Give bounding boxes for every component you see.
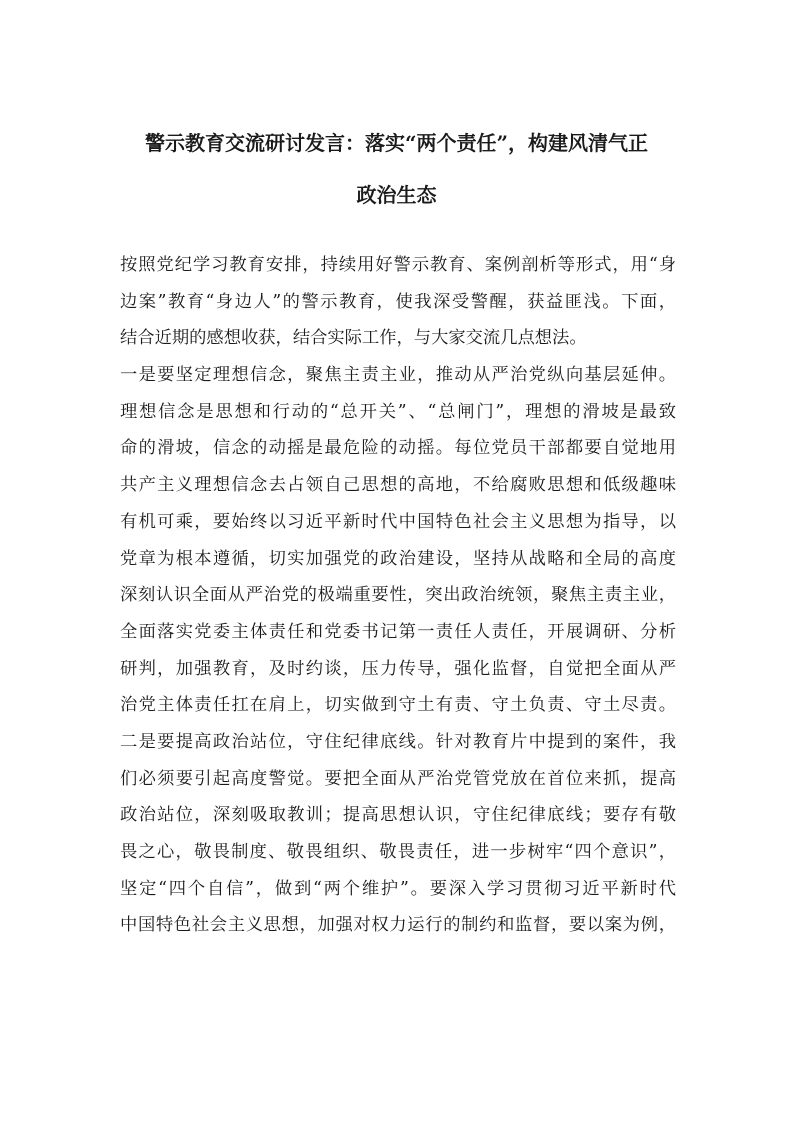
body-line: 命的滑坡，信念的动摇是最危险的动摇。每位党员干部都要自觉地用 bbox=[120, 438, 676, 459]
body-line: 中国特色社会主义思想，加强对权力运行的制约和监督，要以案为例， bbox=[120, 915, 676, 936]
body-line: 研判，加强教育，及时约谈，压力传导，强化监督，自觉把全面从严 bbox=[120, 658, 676, 679]
body-line: 党章为根本遵循，切实加强党的政治建设，坚持从战略和全局的高度 bbox=[120, 548, 676, 569]
body-line: 二是要提高政治站位，守住纪律底线。针对教育片中提到的案件，我 bbox=[120, 731, 676, 752]
body-line: 有机可乘，要始终以习近平新时代中国特色社会主义思想为指导，以 bbox=[120, 511, 676, 532]
body-line: 一是要坚定理想信念，聚焦主责主业，推动从严治党纵向基层延伸。 bbox=[120, 365, 676, 386]
body-line: 共产主义理想信念去占领自己思想的高地，不给腐败思想和低级趣味 bbox=[120, 475, 676, 496]
body-line: 们必须要引起高度警觉。要把全面从严治党管党放在首位来抓，提高 bbox=[120, 768, 676, 789]
body-line: 深刻认识全面从严治党的极端重要性，突出政治统领，聚焦主责主业， bbox=[120, 585, 676, 606]
body-line: 坚定“四个自信”，做到“两个维护”。要深入学习贯彻习近平新时代 bbox=[120, 878, 676, 899]
document-body bbox=[120, 247, 676, 944]
document-title-line-2: 政治生态 bbox=[356, 183, 437, 207]
body-line: 边案”教育“身边人”的警示教育，使我深受警醒，获益匪浅。下面， bbox=[120, 291, 676, 312]
document-title-line-1: 警示教育交流研讨发言：落实“两个责任”，构建风清气正 bbox=[144, 131, 648, 155]
body-line: 治党主体责任扛在肩上，切实做到守土有责、守土负责、守土尽责。 bbox=[120, 695, 676, 716]
body-line: 畏之心，敬畏制度、敬畏组织、敬畏责任，进一步树牢“四个意识”， bbox=[120, 842, 676, 862]
body-line: 理想信念是思想和行动的“总开关”、“总闸门”，理想的滑坡是最致 bbox=[120, 401, 676, 422]
body-line: 全面落实党委主体责任和党委书记第一责任人责任，开展调研、分析 bbox=[120, 621, 676, 642]
body-line: 按照党纪学习教育安排，持续用好警示教育、案例剖析等形式，用“身 bbox=[120, 255, 676, 275]
body-line: 政治站位，深刻吸取教训；提高思想认识，守住纪律底线；要存有敬 bbox=[120, 805, 676, 826]
body-line: 结合近期的感想收获，结合实际工作，与大家交流几点想法。 bbox=[120, 328, 587, 349]
